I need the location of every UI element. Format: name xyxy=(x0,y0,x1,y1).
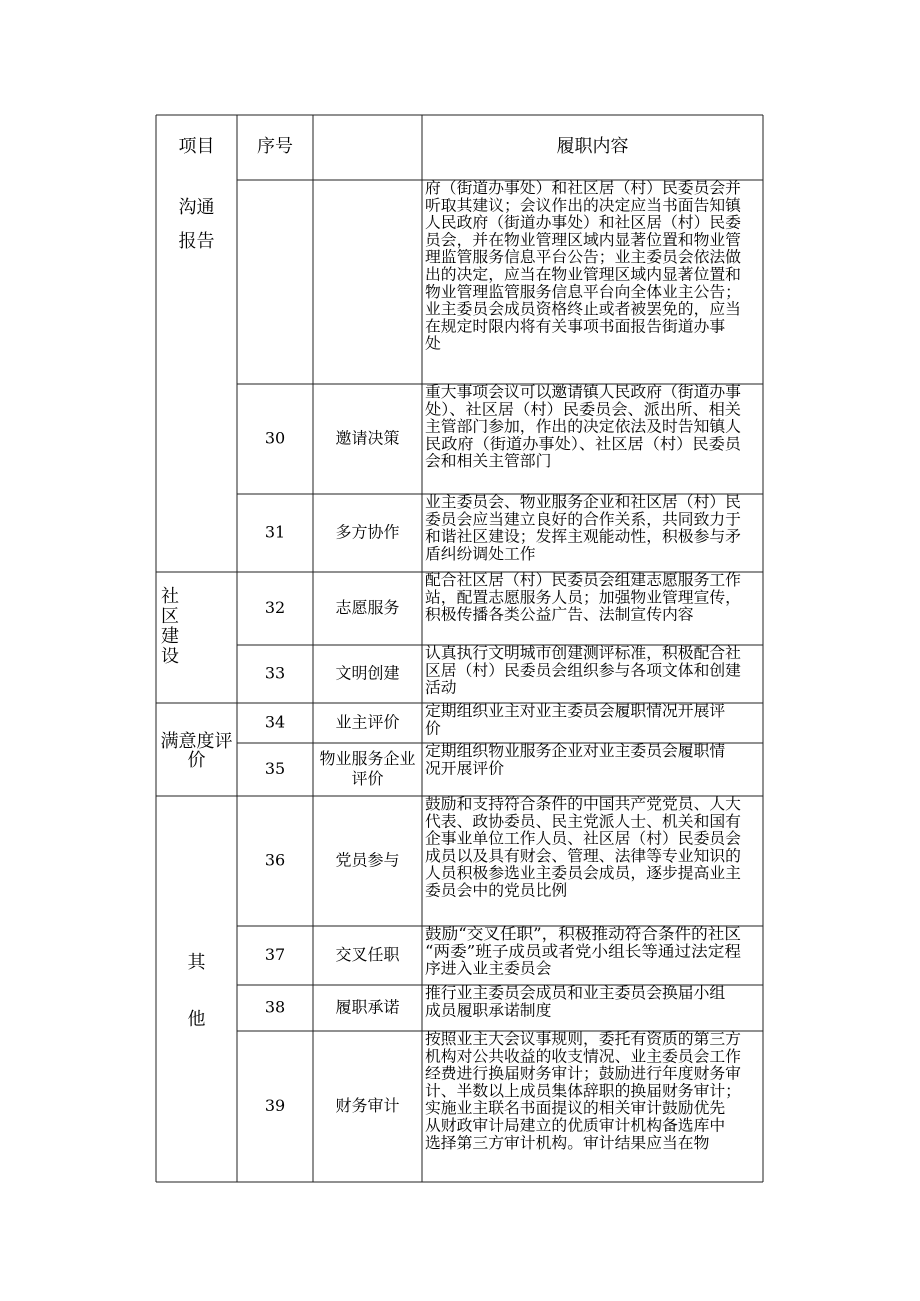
row-number: 33 xyxy=(264,663,286,683)
table-row xyxy=(265,382,743,470)
row-content-line: 出的决定，应当在物业管理区域内显著位置和 xyxy=(425,265,741,284)
row-item: 业主评价 xyxy=(335,712,400,732)
row-number: 39 xyxy=(264,1096,286,1115)
row-content-line: 员会，并在物业管理区域内显著位置和物业管 xyxy=(425,230,741,249)
category-label: 社 xyxy=(161,586,179,607)
row-item: 交叉任职 xyxy=(335,945,400,964)
row-number: 36 xyxy=(264,850,286,870)
row-content-line: 鼓励“交叉任职”，积极推动符合条件的社区 xyxy=(425,925,720,943)
row-content-line: 物业管理监管服务信息平台向全体业主公告； xyxy=(425,282,741,301)
row-content-line: 机构对公共收益的收支情况、业主委员会工作 xyxy=(425,1047,741,1066)
row-number: 35 xyxy=(264,759,286,778)
row-content-line: 民政府（街道办事处）、社区居（村）民委员 xyxy=(425,434,743,453)
row-content-line: 理监管服务信息平台公告；业主委员会依法做 xyxy=(425,248,742,267)
row-item: 文明创建 xyxy=(335,663,400,683)
row-item: 财务审计 xyxy=(335,1096,400,1115)
table-row xyxy=(265,571,741,624)
row-content-line: 区居（村）民委员会组织参与各项文体和创建 xyxy=(425,661,742,680)
row-number: 30 xyxy=(264,428,286,448)
category-label: 区 xyxy=(161,606,179,627)
row-content-line: 盾纠纷调处工作 xyxy=(425,544,536,563)
row-number: 31 xyxy=(264,522,286,542)
table-row xyxy=(265,795,742,900)
row-number: 37 xyxy=(264,945,286,964)
row-content-line: 推行业主委员会成员和业主委员会换届小组 xyxy=(425,984,726,1002)
row-item: 评价 xyxy=(351,769,384,788)
row-item: 志愿服务 xyxy=(335,598,400,617)
row-item: 邀请决策 xyxy=(335,428,400,448)
row-content-line: 代表、政协委员、民主党派人士、机关和国有 xyxy=(425,812,736,831)
row-content-line: 定期组织业主对业主委员会履职情况开展评 xyxy=(425,702,726,720)
header-category: 项目 xyxy=(178,136,215,157)
row-content-line: 计、半数以上成员集体辞职的换届财务审计； xyxy=(425,1081,736,1100)
table-row xyxy=(265,702,726,737)
header-content: 履职内容 xyxy=(556,136,629,157)
row-content-line: 定期组织物业服务企业对业主委员会履职情 xyxy=(425,742,726,760)
row-number: 34 xyxy=(264,712,286,732)
row-content-line: 从财政审计局建立的优质审计机构备选库中 xyxy=(425,1116,720,1135)
row-content-line: 人民政府（街道办事处）和社区居（村）民委 xyxy=(425,213,742,232)
row-content-line: 听取其建议；会议作出的决定应当书面告知镇 xyxy=(425,196,736,215)
row-content-line: 业主委员会成员资格终止或者被罢免的，应当 xyxy=(425,300,741,319)
row-item: 党员参与 xyxy=(335,850,400,870)
row-content-line: 在规定时限内将有关事项书面报告街道办事 xyxy=(425,317,720,336)
row-content-line: 活动 xyxy=(425,678,457,697)
row-content-line: 鼓励和支持符合条件的中国共产党党员、人大 xyxy=(425,795,742,813)
table-row xyxy=(265,1030,741,1152)
row-content-line: 配合社区居（村）民委员会组建志愿服务工作 xyxy=(425,571,741,589)
row-item: 物业服务企业 xyxy=(319,749,416,768)
row-content-line: 成员以及具有财会、管理、法律等专业知识的 xyxy=(425,846,741,865)
row-content-line: 和谐社区建设；发挥主观能动性，积极参与矛 xyxy=(425,527,736,546)
row-content-line: 按照业主大会议事规则，委托有资质的第三方 xyxy=(425,1030,741,1048)
category-label: 设 xyxy=(161,646,179,667)
category-label: 建 xyxy=(161,626,179,647)
row-content-line: 序进入业主委员会 xyxy=(425,959,552,978)
table-row xyxy=(425,179,743,353)
table-row xyxy=(265,924,742,978)
row-content-line: 实施业主联名书面提议的相关审计鼓励优先 xyxy=(425,1099,720,1118)
row-content-line: 企事业单位工作人员、社区居（村）民委员会 xyxy=(425,829,742,848)
table-row xyxy=(265,742,726,788)
row-content-line: 处）、社区居（村）民委员会、派出所、相关 xyxy=(425,400,741,419)
row-content-line: “两委”班子成员或者党小组长等通过法定程 xyxy=(425,942,742,961)
table-row xyxy=(265,984,726,1019)
category-label: 沟通 xyxy=(178,197,215,218)
category-label: 价 xyxy=(187,750,206,771)
row-content-line: 会和相关主管部门 xyxy=(425,452,552,471)
row-content-line: 况开展评价 xyxy=(425,759,505,778)
row-content-line: 委员会应当建立良好的合作关系，共同致力于 xyxy=(425,510,741,529)
row-item: 履职承诺 xyxy=(335,997,400,1017)
row-content-line: 选择第三方审计机构。审计结果应当在物 xyxy=(425,1133,705,1152)
table-row xyxy=(265,493,741,563)
category-label: 报告 xyxy=(178,231,215,252)
row-content-line: 认真执行文明城市创建测评标准，积极配合社 xyxy=(425,644,736,662)
row-content-line: 重大事项会议可以邀请镇人民政府（街道办事 xyxy=(425,383,736,401)
category-label: 他 xyxy=(187,1009,206,1030)
row-content-line: 委员会中的党员比例 xyxy=(425,881,568,900)
row-number: 38 xyxy=(264,997,286,1017)
row-content-line: 主管部门参加，作出的决定依法及时告知镇人 xyxy=(425,417,736,436)
row-content-line: 站，配置志愿服务人员；加强物业管理宣传， xyxy=(425,588,741,607)
row-content-line: 府（街道办事处）和社区居（村）民委员会并 xyxy=(425,179,741,197)
category-label: 其 xyxy=(187,952,206,973)
row-content-line: 处 xyxy=(425,334,442,353)
table-row xyxy=(265,643,742,697)
row-number: 32 xyxy=(264,598,286,617)
row-content-line: 积极传播各类公益广告、法制宣传内容 xyxy=(425,605,689,624)
table-content xyxy=(161,136,743,1152)
row-content-line: 经费进行换届财务审计；鼓励进行年度财务审 xyxy=(425,1064,736,1083)
header-number: 序号 xyxy=(257,136,293,157)
row-content-line: 成员履职承诺制度 xyxy=(425,1001,552,1020)
row-content-line: 价 xyxy=(425,719,442,738)
category-label: 满意度评 xyxy=(160,731,233,752)
row-content-line: 人员积极参选业主委员会成员，逐步提高业主 xyxy=(425,864,736,883)
row-item: 多方协作 xyxy=(335,522,400,542)
row-content-line: 业主委员会、物业服务企业和社区居（村）民 xyxy=(425,493,741,511)
